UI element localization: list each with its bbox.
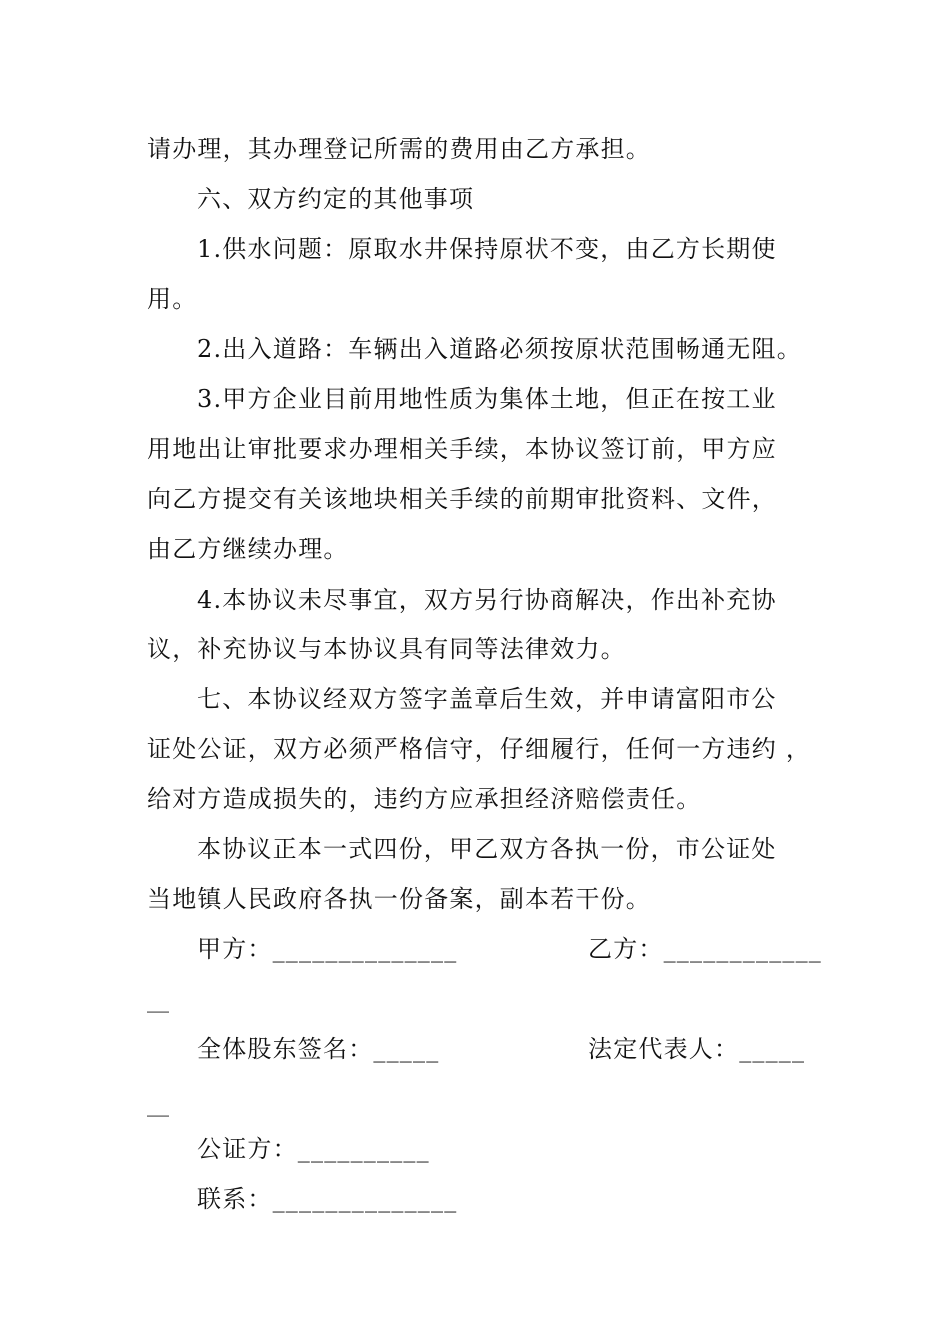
clause-4-line: 议，补充协议与本协议具有同等法律效力。 bbox=[147, 635, 626, 663]
clause-3-line: 3.甲方企业目前用地性质为集体土地，但正在按工业 bbox=[197, 385, 777, 413]
paragraph-line: 请办理，其办理登记所需的费用由乙方承担。 bbox=[147, 135, 651, 163]
clause-2-line: 2.出入道路：车辆出入道路必须按原状范围畅通无阻。 bbox=[197, 335, 802, 363]
clause-3-line: 由乙方继续办理。 bbox=[147, 535, 349, 563]
party-b-signature-field: 乙方：____________ bbox=[588, 935, 822, 963]
signature-underline-wrap: __ bbox=[147, 1092, 169, 1117]
section-seven-line: 给对方造成损失的，违约方应承担经济赔偿责任。 bbox=[147, 785, 702, 813]
section-seven-line: 七、本协议经双方签字盖章后生效，并申请富阳市公 bbox=[197, 685, 777, 713]
clause-3-line: 用地出让审批要求办理相关手续，本协议签订前，甲方应 bbox=[147, 435, 777, 463]
party-a-signature-field: 甲方：______________ bbox=[197, 935, 458, 963]
copies-paragraph-line: 当地镇人民政府各执一份备案，副本若干份。 bbox=[147, 885, 651, 913]
clause-4-line: 4.本协议未尽事宜，双方另行协商解决，作出补充协 bbox=[197, 586, 777, 614]
section-seven-line: 证处公证，双方必须严格信守，仔细履行，任何一方违约 ， bbox=[147, 735, 812, 763]
contact-field: 联系：______________ bbox=[197, 1185, 458, 1213]
clause-1-line: 1.供水问题：原取水井保持原状不变，由乙方长期使 bbox=[197, 235, 777, 263]
shareholders-signature-field: 全体股东签名：_____ bbox=[197, 1035, 440, 1063]
copies-paragraph-line: 本协议正本一式四份，甲乙双方各执一份，市公证处 bbox=[197, 835, 777, 863]
notary-field: 公证方：__________ bbox=[197, 1135, 430, 1163]
legal-representative-field: 法定代表人：_____ bbox=[588, 1035, 806, 1063]
clause-3-line: 向乙方提交有关该地块相关手续的前期审批资料、文件， bbox=[147, 485, 777, 513]
section-heading-six: 六、双方约定的其他事项 bbox=[197, 185, 475, 213]
clause-1-line: 用。 bbox=[147, 285, 198, 313]
signature-underline-wrap: __ bbox=[147, 988, 169, 1013]
